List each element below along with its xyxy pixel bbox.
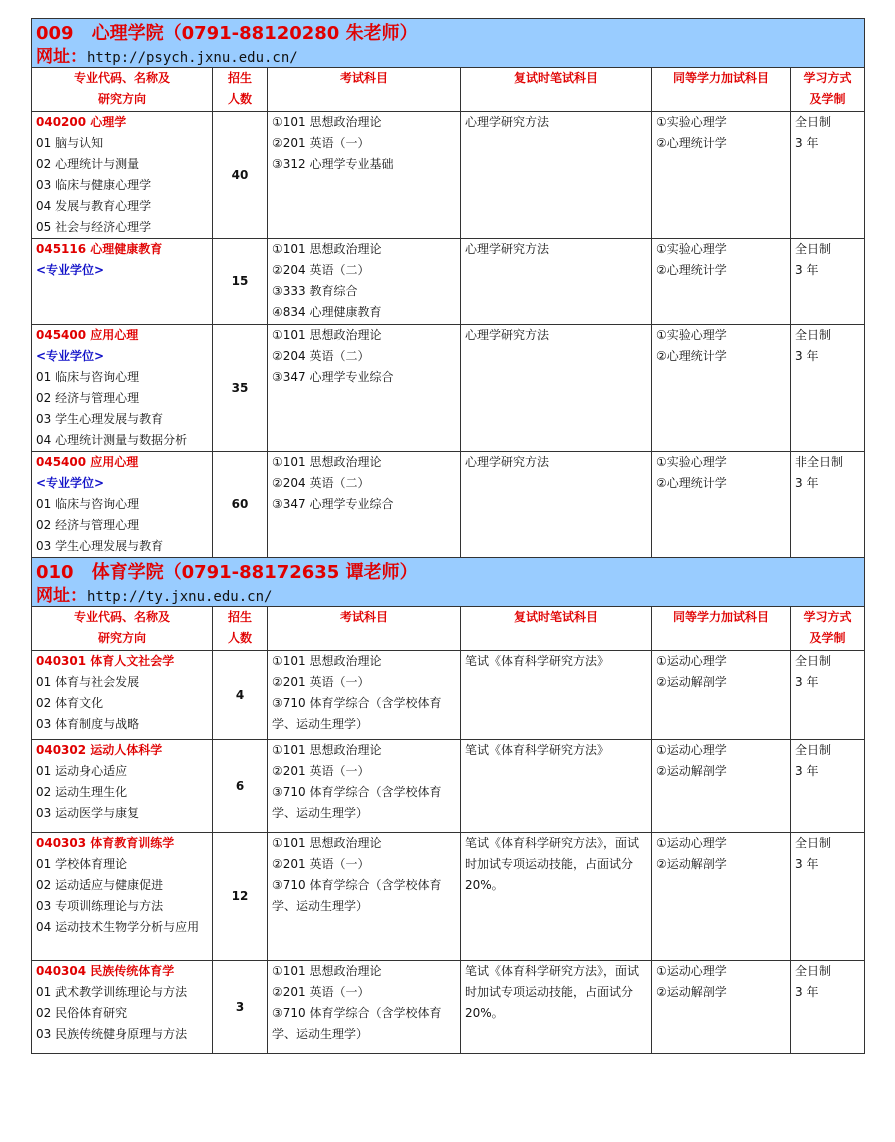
major-code: 040304 民族传统体育学 xyxy=(36,964,175,978)
exam-subject: ③710 体育学综合（含学校体育学、运动生理学） xyxy=(272,785,442,820)
mode-cell xyxy=(791,452,865,558)
exam-cell xyxy=(268,112,461,239)
exam-subject: ①101 思想政治理论 xyxy=(272,654,382,668)
exam-cell xyxy=(268,452,461,558)
extra-subject: ②心理统计学 xyxy=(656,263,727,277)
exam-subject: ④834 心理健康教育 xyxy=(272,305,382,319)
admissions-table xyxy=(31,18,865,1054)
header-mode xyxy=(791,68,865,112)
quota-count: 4 xyxy=(213,651,268,740)
major-code: 045116 心理健康教育 xyxy=(36,242,163,256)
exam-subject: ②204 英语（二） xyxy=(272,349,370,363)
retest-cell xyxy=(461,452,652,558)
retest-cell xyxy=(461,239,652,325)
major-cell xyxy=(32,740,213,833)
extra-cell xyxy=(652,325,791,452)
header-mode-line1: 学习方式 xyxy=(803,71,852,85)
exam-subject: ②201 英语（一） xyxy=(272,136,370,150)
extra-subject: ②运动解剖学 xyxy=(656,764,727,778)
column-header-row xyxy=(32,68,865,112)
header-extra: 同等学力加试科目 xyxy=(652,68,791,112)
research-direction: 02 心理统计与测量 xyxy=(36,157,140,171)
exam-subject: ②204 英语（二） xyxy=(272,263,370,277)
exam-subject: ①101 思想政治理论 xyxy=(272,328,382,342)
section-header xyxy=(32,558,865,607)
url-label: 网址： xyxy=(36,47,87,67)
extra-cell xyxy=(652,452,791,558)
mode-cell xyxy=(791,112,865,239)
degree-type: <专业学位> xyxy=(36,263,105,277)
study-mode: 非全日制 xyxy=(795,455,844,469)
exam-cell xyxy=(268,325,461,452)
major-code: 040200 心理学 xyxy=(36,115,127,129)
degree-type: <专业学位> xyxy=(36,476,105,490)
research-direction: 01 学校体育理论 xyxy=(36,857,128,871)
exam-cell xyxy=(268,239,461,325)
section-header xyxy=(32,19,865,68)
study-duration: 3 年 xyxy=(795,263,819,277)
column-header-row xyxy=(32,607,865,651)
study-duration: 3 年 xyxy=(795,476,819,490)
program-row xyxy=(32,740,865,833)
header-mode-line2: 及学制 xyxy=(809,631,846,645)
extra-subject: ①实验心理学 xyxy=(656,455,727,469)
exam-cell xyxy=(268,833,461,961)
retest-cell xyxy=(461,112,652,239)
major-cell xyxy=(32,833,213,961)
study-mode: 全日制 xyxy=(795,654,832,668)
header-quota-line2: 人数 xyxy=(227,631,252,645)
retest-subject: 笔试《体育科学研究方法》 xyxy=(465,654,610,668)
header-mode-line1: 学习方式 xyxy=(803,610,852,624)
extra-cell xyxy=(652,740,791,833)
url-label: 网址： xyxy=(36,586,87,606)
exam-subject: ③333 教育综合 xyxy=(272,284,358,298)
mode-cell xyxy=(791,325,865,452)
exam-cell xyxy=(268,740,461,833)
extra-subject: ①运动心理学 xyxy=(656,964,727,978)
study-mode: 全日制 xyxy=(795,964,832,978)
major-cell xyxy=(32,452,213,558)
header-quota xyxy=(213,607,268,651)
section-url-line xyxy=(36,586,860,606)
major-code: 045400 应用心理 xyxy=(36,455,139,469)
program-row xyxy=(32,325,865,452)
major-cell xyxy=(32,651,213,740)
exam-subject: ②201 英语（一） xyxy=(272,985,370,999)
header-quota-line1: 招生 xyxy=(227,71,252,85)
exam-subject: ③347 心理学专业综合 xyxy=(272,370,394,384)
section-title-row xyxy=(32,558,865,607)
exam-cell xyxy=(268,651,461,740)
major-cell xyxy=(32,325,213,452)
study-duration: 3 年 xyxy=(795,675,819,689)
mode-cell xyxy=(791,833,865,961)
research-direction: 02 运动适应与健康促进 xyxy=(36,878,164,892)
header-retest: 复试时笔试科目 xyxy=(461,68,652,112)
research-direction: 03 民族传统健身原理与方法 xyxy=(36,1027,188,1041)
quota-count: 12 xyxy=(213,833,268,961)
extra-subject: ①运动心理学 xyxy=(656,654,727,668)
extra-cell xyxy=(652,112,791,239)
extra-subject: ②运动解剖学 xyxy=(656,985,727,999)
header-exam: 考试科目 xyxy=(268,607,461,651)
website-link[interactable]: http://psych.jxnu.edu.cn/ xyxy=(87,50,298,66)
exam-subject: ③312 心理学专业基础 xyxy=(272,157,394,171)
header-retest: 复试时笔试科目 xyxy=(461,607,652,651)
header-major-line1: 专业代码、名称及 xyxy=(73,610,170,624)
degree-type: <专业学位> xyxy=(36,349,105,363)
extra-subject: ②心理统计学 xyxy=(656,476,727,490)
extra-cell xyxy=(652,833,791,961)
exam-subject: ②201 英语（一） xyxy=(272,675,370,689)
study-mode: 全日制 xyxy=(795,115,832,129)
major-cell xyxy=(32,112,213,239)
study-mode: 全日制 xyxy=(795,328,832,342)
extra-subject: ①实验心理学 xyxy=(656,242,727,256)
retest-subject: 心理学研究方法 xyxy=(465,455,550,469)
research-direction: 01 运动身心适应 xyxy=(36,764,128,778)
header-mode xyxy=(791,607,865,651)
research-direction: 04 发展与教育心理学 xyxy=(36,199,152,213)
quota-count: 3 xyxy=(213,961,268,1054)
header-extra: 同等学力加试科目 xyxy=(652,607,791,651)
exam-subject: ③710 体育学综合（含学校体育学、运动生理学） xyxy=(272,696,442,731)
exam-subject: ①101 思想政治理论 xyxy=(272,743,382,757)
extra-cell xyxy=(652,239,791,325)
retest-subject: 笔试《体育科学研究方法》，面试时加试专项运动技能，占面试分 20%。 xyxy=(465,836,640,892)
exam-cell xyxy=(268,961,461,1054)
program-row xyxy=(32,112,865,239)
header-major-line2: 研究方向 xyxy=(97,92,146,106)
exam-subject: ②204 英语（二） xyxy=(272,476,370,490)
extra-cell xyxy=(652,961,791,1054)
exam-subject: ③710 体育学综合（含学校体育学、运动生理学） xyxy=(272,878,442,913)
study-mode: 全日制 xyxy=(795,743,832,757)
retest-cell xyxy=(461,325,652,452)
major-cell xyxy=(32,961,213,1054)
mode-cell xyxy=(791,740,865,833)
major-code: 040301 体育人文社会学 xyxy=(36,654,175,668)
major-code: 040303 体育教育训练学 xyxy=(36,836,175,850)
program-row xyxy=(32,239,865,325)
retest-cell xyxy=(461,833,652,961)
major-code: 045400 应用心理 xyxy=(36,328,139,342)
section-title: 009 心理学院（0791-88120280 朱老师） xyxy=(36,23,418,44)
study-mode: 全日制 xyxy=(795,242,832,256)
header-major xyxy=(32,607,213,651)
research-direction: 03 学生心理发展与教育 xyxy=(36,412,164,426)
research-direction: 02 经济与管理心理 xyxy=(36,391,140,405)
study-duration: 3 年 xyxy=(795,857,819,871)
retest-subject: 心理学研究方法 xyxy=(465,242,550,256)
extra-subject: ①实验心理学 xyxy=(656,328,727,342)
exam-subject: ①101 思想政治理论 xyxy=(272,455,382,469)
retest-cell xyxy=(461,651,652,740)
study-duration: 3 年 xyxy=(795,985,819,999)
research-direction: 01 脑与认知 xyxy=(36,136,104,150)
header-major xyxy=(32,68,213,112)
exam-subject: ①101 思想政治理论 xyxy=(272,242,382,256)
major-code: 040302 运动人体科学 xyxy=(36,743,163,757)
extra-subject: ②运动解剖学 xyxy=(656,857,727,871)
section-title-row xyxy=(32,19,865,68)
research-direction: 04 运动技术生物学分析与应用 xyxy=(36,920,200,934)
research-direction: 02 运动生理生化 xyxy=(36,785,128,799)
retest-cell xyxy=(461,961,652,1054)
exam-subject: ①101 思想政治理论 xyxy=(272,964,382,978)
research-direction: 03 专项训练理论与方法 xyxy=(36,899,164,913)
header-quota-line2: 人数 xyxy=(227,92,252,106)
research-direction: 02 经济与管理心理 xyxy=(36,518,140,532)
study-mode: 全日制 xyxy=(795,836,832,850)
mode-cell xyxy=(791,651,865,740)
retest-subject: 笔试《体育科学研究方法》 xyxy=(465,743,610,757)
exam-subject: ①101 思想政治理论 xyxy=(272,836,382,850)
extra-subject: ②心理统计学 xyxy=(656,349,727,363)
research-direction: 05 社会与经济心理学 xyxy=(36,220,152,234)
extra-cell xyxy=(652,651,791,740)
research-direction: 03 临床与健康心理学 xyxy=(36,178,152,192)
major-cell xyxy=(32,239,213,325)
research-direction: 01 临床与咨询心理 xyxy=(36,497,140,511)
header-quota-line1: 招生 xyxy=(227,610,252,624)
research-direction: 04 心理统计测量与数据分析 xyxy=(36,433,188,447)
mode-cell xyxy=(791,239,865,325)
research-direction: 02 体育文化 xyxy=(36,696,104,710)
quota-count: 40 xyxy=(213,112,268,239)
research-direction: 01 临床与咨询心理 xyxy=(36,370,140,384)
header-major-line1: 专业代码、名称及 xyxy=(73,71,170,85)
exam-subject: ③710 体育学综合（含学校体育学、运动生理学） xyxy=(272,1006,442,1041)
program-row xyxy=(32,452,865,558)
exam-subject: ②201 英语（一） xyxy=(272,857,370,871)
quota-count: 15 xyxy=(213,239,268,325)
exam-subject: ②201 英语（一） xyxy=(272,764,370,778)
retest-subject: 心理学研究方法 xyxy=(465,328,550,342)
website-link[interactable]: http://ty.jxnu.edu.cn/ xyxy=(87,589,273,605)
quota-count: 6 xyxy=(213,740,268,833)
section-title: 010 体育学院（0791-88172635 谭老师） xyxy=(36,562,418,583)
header-exam: 考试科目 xyxy=(268,68,461,112)
program-row xyxy=(32,961,865,1054)
research-direction: 03 运动医学与康复 xyxy=(36,806,140,820)
study-duration: 3 年 xyxy=(795,136,819,150)
header-major-line2: 研究方向 xyxy=(97,631,146,645)
exam-subject: ③347 心理学专业综合 xyxy=(272,497,394,511)
research-direction: 01 体育与社会发展 xyxy=(36,675,140,689)
header-mode-line2: 及学制 xyxy=(809,92,846,106)
extra-subject: ①实验心理学 xyxy=(656,115,727,129)
exam-subject: ①101 思想政治理论 xyxy=(272,115,382,129)
extra-subject: ②心理统计学 xyxy=(656,136,727,150)
extra-subject: ①运动心理学 xyxy=(656,836,727,850)
study-duration: 3 年 xyxy=(795,764,819,778)
quota-count: 60 xyxy=(213,452,268,558)
header-quota xyxy=(213,68,268,112)
section-url-line xyxy=(36,47,860,67)
retest-cell xyxy=(461,740,652,833)
mode-cell xyxy=(791,961,865,1054)
program-row xyxy=(32,651,865,740)
retest-subject: 笔试《体育科学研究方法》，面试时加试专项运动技能，占面试分 20%。 xyxy=(465,964,640,1020)
quota-count: 35 xyxy=(213,325,268,452)
research-direction: 02 民俗体育研究 xyxy=(36,1006,128,1020)
study-duration: 3 年 xyxy=(795,349,819,363)
research-direction: 03 体育制度与战略 xyxy=(36,717,140,731)
program-row xyxy=(32,833,865,961)
extra-subject: ②运动解剖学 xyxy=(656,675,727,689)
research-direction: 01 武术教学训练理论与方法 xyxy=(36,985,188,999)
research-direction: 03 学生心理发展与教育 xyxy=(36,539,164,553)
retest-subject: 心理学研究方法 xyxy=(465,115,550,129)
extra-subject: ①运动心理学 xyxy=(656,743,727,757)
